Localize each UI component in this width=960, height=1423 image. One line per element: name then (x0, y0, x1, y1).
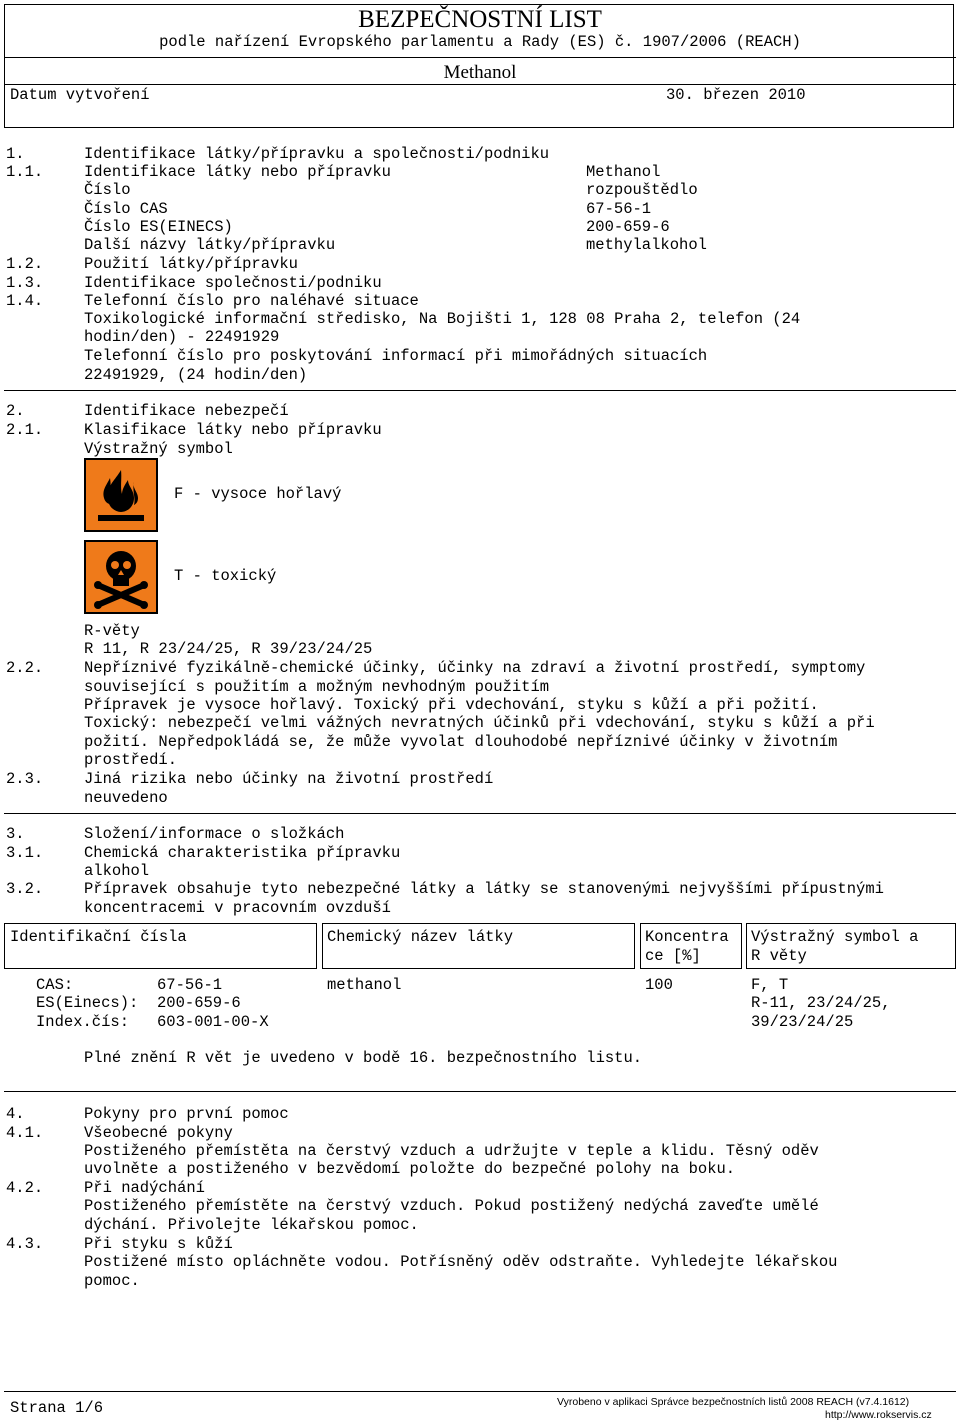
paragraph-line: Postiženého přemístěta na čerstvý vzduch a udržujte v teple a klidu. Těsný oděv (84, 1142, 819, 1160)
section-title: Identifikace nebezpečí (84, 402, 289, 420)
table-cell: Index.čís: (36, 1013, 130, 1031)
section-number: 4.3. (6, 1235, 44, 1253)
field-label: Číslo CAS (84, 200, 168, 218)
section-number: 1.3. (6, 274, 44, 292)
paragraph-line: Postiženého přemístěte na čerstvý vzduch. Pokud postižený nedýchá zaveďte umělé (84, 1197, 819, 1215)
section-number: 4. (6, 1105, 25, 1123)
field-label: Výstražný symbol (84, 440, 233, 458)
symbol-description: T - toxický (174, 567, 277, 585)
section-number: 4.2. (6, 1179, 44, 1197)
subsection-title: Jiná rizika nebo účinky na životní prostředí (84, 770, 494, 788)
subsection-title: Při nadýchání (84, 1179, 205, 1197)
subsection-title: Telefonní číslo pro poskytování informací při mimořádných situacích (84, 347, 708, 365)
paragraph-line: požití. Nepředpokládá se, že může vyvolat dlouhodobé nepříznivé účinky v životním (84, 733, 838, 751)
paragraph-line: pomoc. (84, 1272, 140, 1290)
table-cell: methanol (327, 976, 402, 994)
field-value: alkohol (84, 862, 150, 880)
section-number: 2.1. (6, 421, 44, 439)
subsection-title: Identifikace látky nebo přípravku (84, 163, 391, 181)
field-value: rozpouštědlo (586, 181, 698, 199)
column-header: Koncentra (645, 928, 729, 946)
flame-icon (84, 458, 158, 532)
table-cell: 603-001-00-X (157, 1013, 269, 1031)
field-value: methylalkohol (586, 236, 707, 254)
section-number: 1. (6, 145, 25, 163)
table-cell: R-11, 23/24/25, (751, 994, 891, 1012)
field-value: neuvedeno (84, 789, 168, 807)
section-title: Identifikace látky/přípravku a společnosti/podniku (84, 145, 550, 163)
section-title: Složení/informace o složkách (84, 825, 345, 843)
table-cell: F, T (751, 976, 789, 994)
symbol-description: F - vysoce hořlavý (174, 485, 342, 503)
table-cell: ES(Einecs): (36, 994, 139, 1012)
subsection-title: Nepříznivé fyzikálně-chemické účinky, účinky na zdraví a životní prostředí, symptomy (84, 659, 866, 677)
field-value: 200-659-6 (586, 218, 670, 236)
section-number: 3. (6, 825, 25, 843)
subsection-title: Všeobecné pokyny (84, 1124, 233, 1142)
paragraph-line: prostředí. (84, 751, 178, 769)
paragraph-line: Postižené místo opláchněte vodou. Potřísněný oděv odstraňte. Vyhledejte lékařskou (84, 1253, 838, 1271)
subsection-title: Použití látky/přípravku (84, 255, 298, 273)
paragraph-line: dýchání. Přivolejte lékařskou pomoc. (84, 1216, 419, 1234)
date-value: 30. březen 2010 (666, 86, 806, 104)
table-cell: CAS: (36, 976, 74, 994)
subsection-title: Chemická charakteristika přípravku (84, 844, 401, 862)
column-header: R věty (751, 947, 807, 965)
divider (4, 390, 956, 391)
column-header: ce [%] (645, 947, 701, 965)
section-number: 2.3. (6, 770, 44, 788)
subsection-title: Klasifikace látky nebo přípravku (84, 421, 382, 439)
date-label: Datum vytvoření (10, 86, 150, 104)
section-number: 1.1. (6, 163, 44, 181)
section-number: 4.1. (6, 1124, 44, 1142)
section-number: 1.2. (6, 255, 44, 273)
section-title: Pokyny pro první pomoc (84, 1105, 289, 1123)
divider (4, 57, 956, 58)
column-header: Identifikační čísla (10, 928, 187, 946)
subsection-title: Identifikace společnosti/podniku (84, 274, 382, 292)
section-number: 2. (6, 402, 25, 420)
field-value: Methanol (586, 163, 661, 181)
subsection-title: Při styku s kůží (84, 1235, 233, 1253)
subsection-title: Telefonní číslo pro naléhavé situace (84, 292, 419, 310)
column-header: Chemický název látky (327, 928, 514, 946)
field-label: R-věty (84, 622, 140, 640)
table-cell: 39/23/24/25 (751, 1013, 854, 1031)
document-subtitle: podle nařízení Evropského parlamentu a Rady (ES) č. 1907/2006 (REACH) (159, 33, 801, 51)
page-number: Strana 1/6 (10, 1399, 104, 1417)
section-number: 1.4. (6, 292, 44, 310)
divider (4, 1391, 956, 1392)
field-label: Číslo (84, 181, 131, 199)
paragraph-line: 22491929, (24 hodin/den) (84, 366, 308, 384)
column-header: Výstražný symbol a (751, 928, 919, 946)
paragraph-line: hodin/den) - 22491929 (84, 328, 280, 346)
section-number: 2.2. (6, 659, 44, 677)
section-number: 3.2. (6, 880, 44, 898)
divider (4, 1091, 956, 1092)
paragraph-line: Toxický: nebezpečí velmi vážných nevratných účinků při vdechování, styku s kůží a při (84, 714, 875, 732)
field-label: Číslo ES(EINECS) (84, 218, 233, 236)
table-cell: 100 (645, 976, 673, 994)
subsection-title: Přípravek obsahuje tyto nebezpečné látky a látky se stanovenými nejvyššími přípustnými (84, 880, 884, 898)
paragraph-line: uvolněte a postiženého v bezvědomí položte do bezpečné polohy na boku. (84, 1160, 736, 1178)
document-title: BEZPEČNOSTNÍ LIST (358, 6, 602, 33)
paragraph-line: Přípravek je vysoce hořlavý. Toxický při vdechování, styku s kůží a při požití. (84, 696, 819, 714)
divider (4, 84, 956, 85)
divider (4, 813, 956, 814)
paragraph-line: Toxikologické informační středisko, Na Bojišti 1, 128 08 Praha 2, telefon (24 (84, 310, 801, 328)
field-value: 67-56-1 (586, 200, 652, 218)
skull-icon (84, 540, 158, 614)
producer-link[interactable]: http://www.rokservis.cz (825, 1409, 932, 1421)
field-label: Další názvy látky/přípravku (84, 236, 336, 254)
table-cell: 200-659-6 (157, 994, 241, 1012)
table-cell: 67-56-1 (157, 976, 223, 994)
subsection-title: související s použitím a možným nevhodným použitím (84, 678, 550, 696)
field-value: R 11, R 23/24/25, R 39/23/24/25 (84, 640, 373, 658)
note: Plné znění R vět je uvedeno v bodě 16. bezpečnostního listu. (84, 1049, 643, 1067)
producer-note: Vyrobeno v aplikaci Správce bezpečnostních listů 2008 REACH (v7.4.1612) (557, 1396, 910, 1408)
product-name: Methanol (443, 62, 517, 83)
subsection-title: koncentracemi v pracovním ovzduší (84, 899, 391, 917)
section-number: 3.1. (6, 844, 44, 862)
